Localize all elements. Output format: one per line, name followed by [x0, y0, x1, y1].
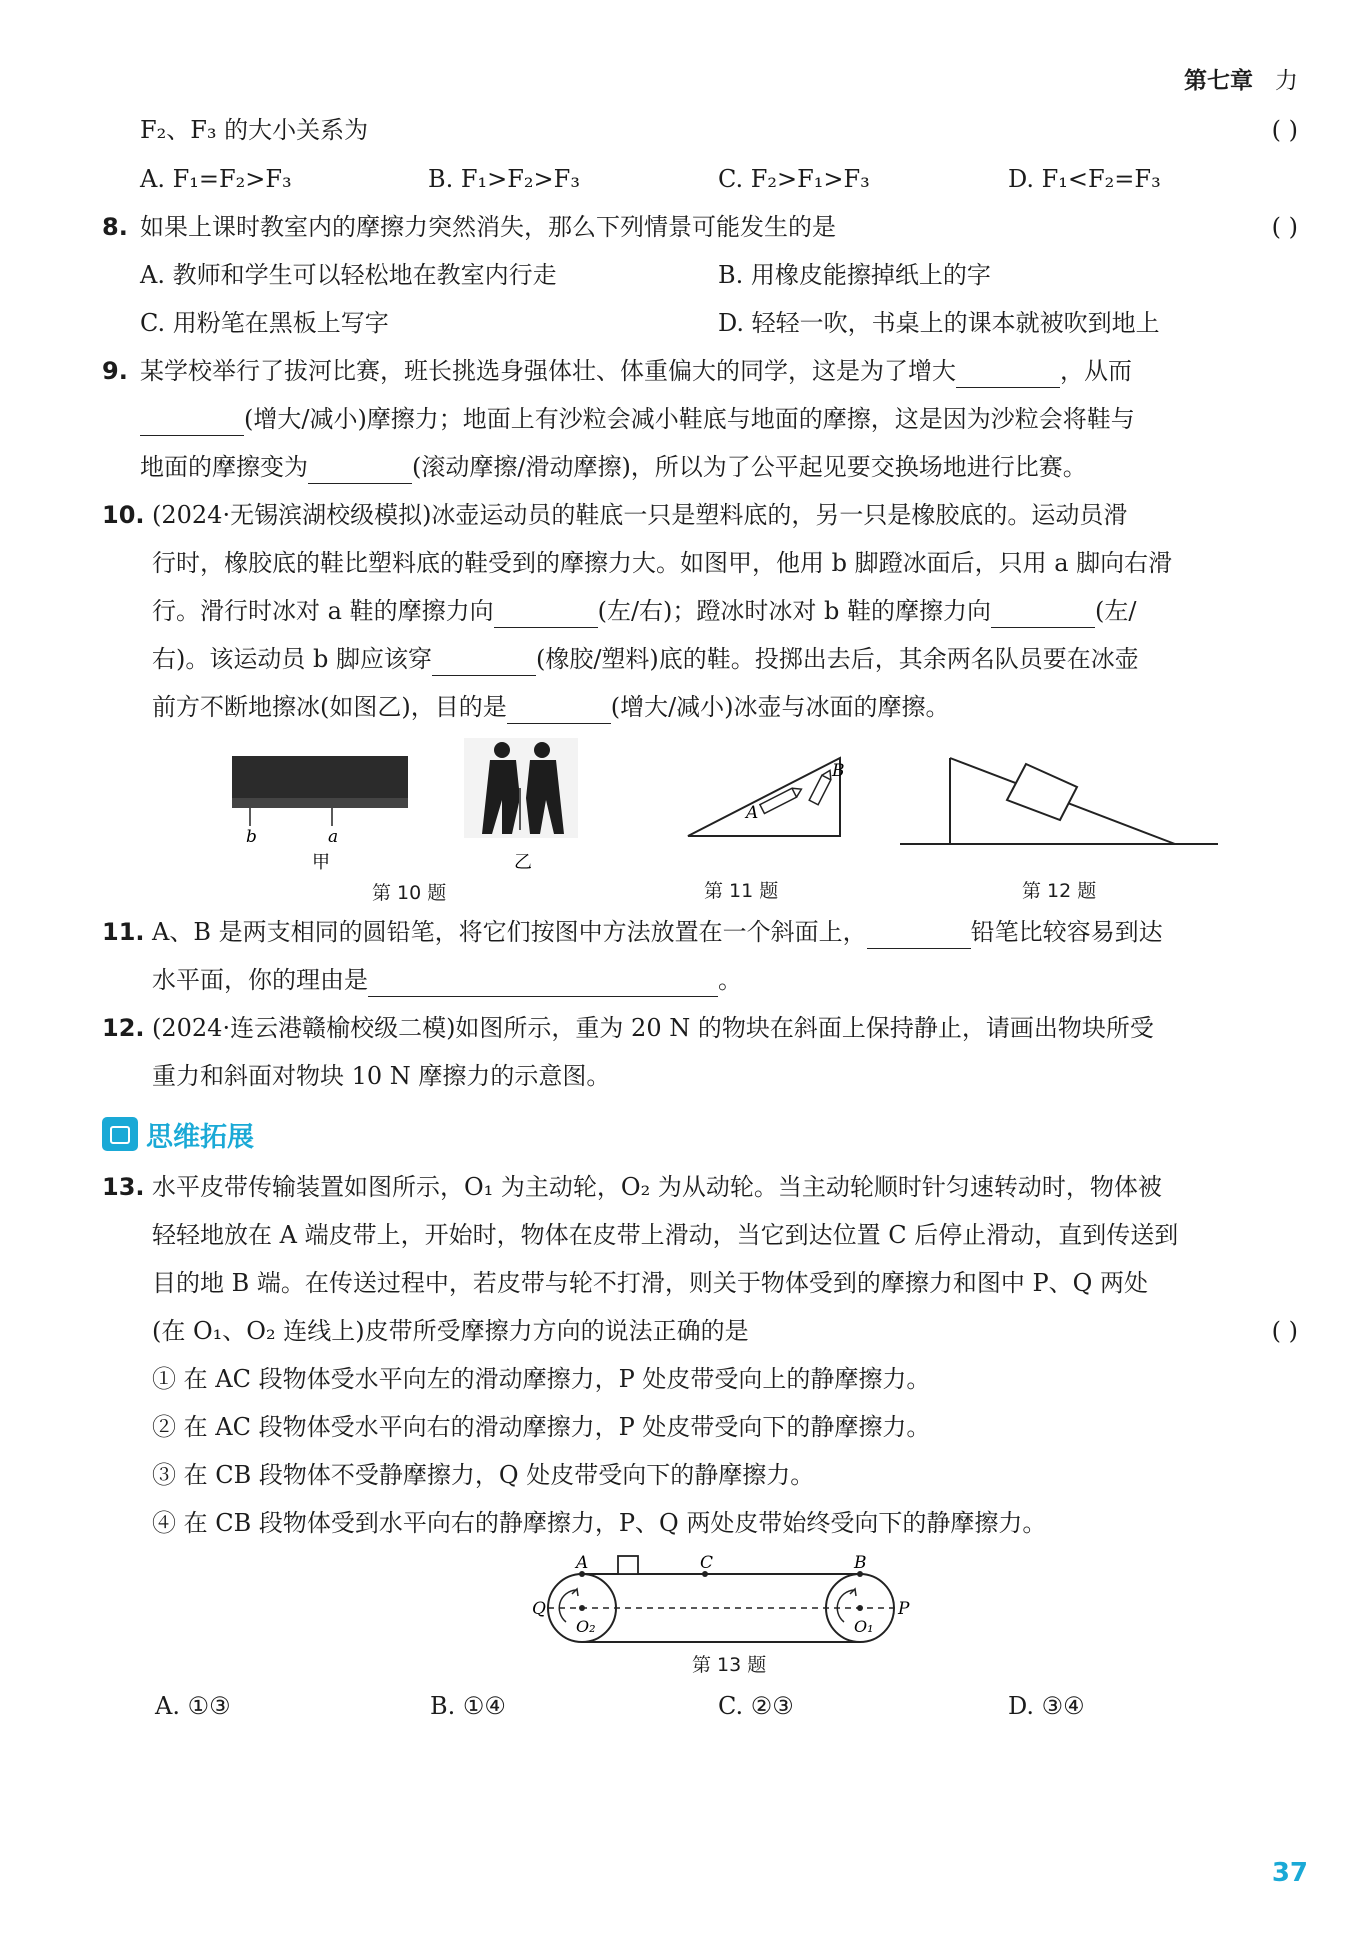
q7-option-c: C. F₂>F₁>F₃ — [718, 165, 870, 193]
q10-line-3 — [152, 594, 1136, 628]
centre-o1 — [857, 1605, 863, 1611]
label-o2: O₂ — [576, 1617, 596, 1636]
q7-answer-paren: ( ) — [1271, 116, 1298, 144]
q13-option-d: D. ③④ — [1008, 1692, 1085, 1720]
q8-option-b: B. 用橡皮能擦掉纸上的字 — [718, 261, 991, 289]
q9-number: 9. — [102, 357, 128, 385]
answer-blank[interactable] — [956, 361, 1060, 388]
q8-option-a: A. 教师和学生可以轻松地在教室内行走 — [140, 261, 557, 289]
page-number: 37 — [1271, 1858, 1308, 1888]
q13-number: 13. — [102, 1173, 145, 1201]
answer-blank[interactable] — [140, 409, 244, 436]
label-a: A — [576, 1553, 589, 1573]
q8-option-c: C. 用粉笔在黑板上写字 — [140, 309, 389, 337]
q12-line-2: 重力和斜面对物块 10 N 摩擦力的示意图。 — [152, 1062, 611, 1090]
rotation-arrow-o1 — [837, 1590, 854, 1622]
chapter-title: 力 — [1275, 68, 1298, 94]
player-2-head — [534, 742, 550, 758]
ice-surface — [232, 798, 408, 808]
thinking-icon — [102, 1117, 138, 1151]
figure-11-caption: 第 11 题 — [704, 880, 779, 902]
q10-text-3b: (左/右)；蹬冰时冰对 b 鞋的摩擦力向 — [597, 597, 992, 625]
label-o1: O₁ — [854, 1617, 874, 1636]
q10-line-1: (2024·无锡滨湖校级模拟)冰壶运动员的鞋底一只是塑料底的，另一只是橡胶底的。运动员滑 — [152, 501, 1128, 529]
q10-line-4 — [152, 642, 1139, 676]
q10-text-3c: (左/ — [1095, 597, 1137, 625]
q9-text-1a: 某学校举行了拔河比赛，班长挑选身强体壮、体重偏大的同学，这是为了增大 — [140, 357, 956, 385]
q13-statement-3: ③ 在 CB 段物体不受静摩擦力，Q 处皮带受向下的静摩擦力。 — [152, 1461, 815, 1489]
block — [1007, 764, 1077, 820]
running-header — [1184, 62, 1298, 95]
q11-line-1 — [152, 915, 1163, 949]
q13-line-2: 轻轻地放在 A 端皮带上，开始时，物体在皮带上滑动，当它到达位置 C 后停止滑动，直到传送到 — [152, 1221, 1179, 1249]
label-q: Q — [532, 1599, 546, 1619]
q9-text-1b: ，从而 — [1060, 357, 1132, 385]
label-p: P — [898, 1599, 910, 1619]
q13-statement-1: ① 在 AC 段物体受水平向左的滑动摩擦力，P 处皮带受向上的静摩擦力。 — [152, 1365, 931, 1393]
q7-option-d: D. F₁<F₂=F₃ — [1008, 165, 1161, 193]
q12-number: 12. — [102, 1014, 145, 1042]
figure-10-caption: 第 10 题 — [372, 882, 447, 904]
q7-option-a: A. F₁=F₂>F₃ — [140, 165, 292, 193]
q9-line-2 — [140, 402, 1135, 436]
answer-blank[interactable] — [991, 601, 1095, 628]
answer-blank[interactable] — [867, 922, 971, 949]
answer-blank[interactable] — [494, 601, 598, 628]
answer-blank[interactable] — [368, 970, 718, 997]
q9-text-3b: (滚动摩擦/滑动摩擦)，所以为了公平起见要交换场地进行比赛。 — [412, 453, 1087, 481]
q13-option-b: B. ①④ — [430, 1692, 506, 1720]
q13-line-3: 目的地 B 端。在传送过程中，若皮带与轮不打滑，则关于物体受到的摩擦力和图中 P、Q 两处 — [152, 1269, 1148, 1297]
q9-line-3 — [140, 450, 1087, 484]
label-b: b — [246, 827, 257, 847]
conveyor-figure — [520, 1552, 920, 1662]
q9-line-1 — [140, 354, 1132, 388]
q11-line-2 — [152, 963, 742, 997]
q12-line-1: (2024·连云港赣榆校级二模)如图所示，重为 20 N 的物块在斜面上保持静止，请画出物块所受 — [152, 1014, 1154, 1042]
q7-option-b: B. F₁>F₂>F₃ — [428, 165, 580, 193]
q13-line-1: 水平皮带传输装置如图所示，O₁ 为主动轮，O₂ 为从动轮。当主动轮顺时针匀速转动时，物体被 — [152, 1173, 1162, 1201]
object-box — [618, 1556, 638, 1574]
figure-12-caption: 第 12 题 — [1022, 880, 1097, 902]
q13-answer-paren: ( ) — [1271, 1317, 1298, 1345]
incline-11 — [688, 758, 840, 836]
centre-o2 — [579, 1605, 585, 1611]
q11-text-2a: 水平面，你的理由是 — [152, 966, 368, 994]
q8-stem: 如果上课时教室内的摩擦力突然消失，那么下列情景可能发生的是 — [140, 213, 836, 241]
figure-row — [220, 738, 1230, 898]
chapter-label: 第七章 — [1184, 68, 1253, 94]
figure-11-slope-pencils — [688, 758, 845, 836]
figure-jia — [232, 756, 408, 873]
q10-line-2: 行时，橡胶底的鞋比塑料底的鞋受到的摩擦力大。如图甲，他用 b 脚蹬冰面后，只用 a 脚向右滑 — [152, 549, 1173, 577]
player-1-head — [494, 742, 510, 758]
q7-continuation: F₂、F₃ 的大小关系为 — [140, 116, 369, 144]
q11-number: 11. — [102, 918, 145, 946]
q9-text-2b: (增大/减小)摩擦力；地面上有沙粒会减小鞋底与地面的摩擦，这是因为沙粒会将鞋与 — [244, 405, 1135, 433]
q13-statement-2: ② 在 AC 段物体受水平向右的滑动摩擦力，P 处皮带受向下的静摩擦力。 — [152, 1413, 931, 1441]
q13-line-4: (在 O₁、O₂ 连线上)皮带所受摩擦力方向的说法正确的是 — [152, 1317, 749, 1345]
q10-text-5b: (增大/减小)冰壶与冰面的摩擦。 — [610, 693, 950, 721]
rotation-arrow-o2 — [559, 1590, 576, 1622]
label-b: B — [854, 1553, 867, 1573]
q10-line-5 — [152, 690, 950, 724]
q8-option-d: D. 轻轻一吹，书桌上的课本就被吹到地上 — [718, 309, 1160, 337]
answer-blank[interactable] — [507, 697, 611, 724]
q8-answer-paren: ( ) — [1271, 213, 1298, 241]
pencil-b — [809, 768, 834, 805]
q10-text-5a: 前方不断地擦冰(如图乙)，目的是 — [152, 693, 507, 721]
q10-number: 10. — [102, 501, 145, 529]
q10-text-4a: 右)。该运动员 b 脚应该穿 — [152, 645, 432, 673]
label-a: a — [328, 827, 339, 847]
q11-text-1a: A、B 是两支相同的圆铅笔，将它们按图中方法放置在一个斜面上， — [152, 918, 867, 946]
label-yi: 乙 — [514, 852, 532, 873]
label-c: C — [700, 1553, 714, 1573]
pencil-a-label: A — [746, 803, 759, 823]
section-header — [102, 1114, 254, 1154]
figure-12-slope-block — [900, 758, 1218, 844]
q10-text-3a: 行。滑行时冰对 a 鞋的摩擦力向 — [152, 597, 494, 625]
q11-text-1b: 铅笔比较容易到达 — [970, 918, 1163, 946]
section-title: 思维拓展 — [146, 1121, 254, 1153]
q11-text-2b: 。 — [718, 966, 742, 994]
q8-number: 8. — [102, 213, 128, 241]
q9-text-3a: 地面的摩擦变为 — [140, 453, 308, 481]
label-jia: 甲 — [312, 852, 330, 873]
figure-13-caption: 第 13 题 — [692, 1654, 767, 1676]
figure-yi — [464, 738, 578, 873]
q13-statement-4: ④ 在 CB 段物体受到水平向右的静摩擦力，P、Q 两处皮带始终受向下的静摩擦力。 — [152, 1509, 1047, 1537]
answer-blank[interactable] — [432, 649, 536, 676]
answer-blank[interactable] — [308, 457, 412, 484]
q13-option-a: A. ①③ — [155, 1692, 231, 1720]
q13-option-c: C. ②③ — [718, 1692, 794, 1720]
q10-text-4b: (橡胶/塑料)底的鞋。投掷出去后，其余两名队员要在冰壶 — [535, 645, 1139, 673]
pencil-b-label: B — [832, 761, 845, 781]
